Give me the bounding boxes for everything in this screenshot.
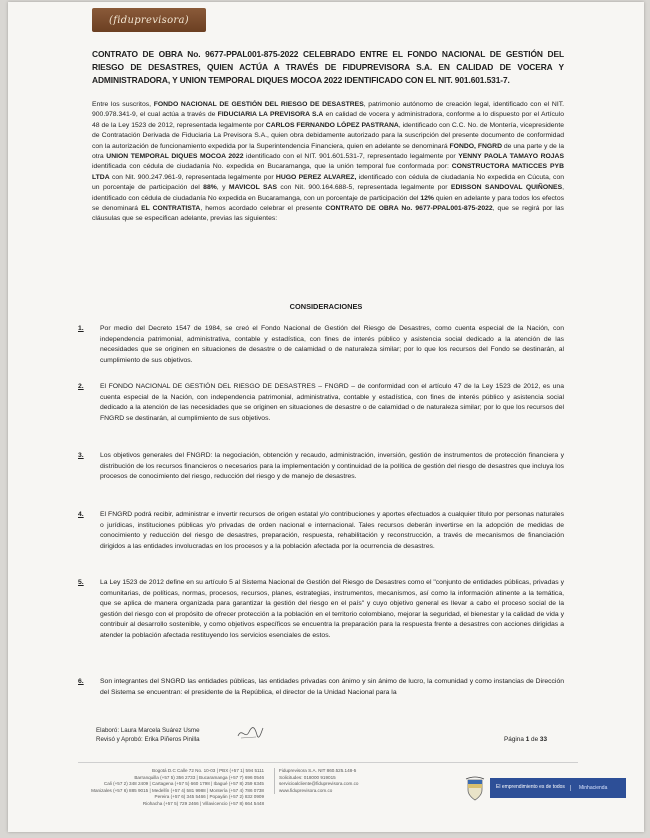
- footer-contact: [274, 768, 444, 794]
- intro-text: con Nit. 900.247.961-9, representada legalmente por: [109, 173, 276, 181]
- logo-text: (fiduprevisora): [109, 14, 189, 26]
- party-name: FONDO, FNGRD: [449, 142, 502, 150]
- intro-paragraph: [92, 100, 564, 225]
- intro-text: , que se regirá por las cláusulas que se especifican adelante, previas las siguientes:: [92, 205, 564, 223]
- intro-text: de una parte y de la otra: [92, 142, 564, 161]
- participation-percent: 12%: [420, 194, 434, 202]
- page-total: 33: [539, 736, 548, 743]
- page-prefix: Página: [504, 736, 526, 743]
- consideration-item: [78, 510, 564, 552]
- intro-text: , identificado con cédula de ciudadanía No expedida en Bucaramanga, con un porcentaje de participación del: [92, 184, 564, 202]
- office-line: Cali (+57 2) 348 2409 | Cartagena (+57 5) 660 1798 | Ibagué (+57 8) 259 6345: [103, 781, 264, 787]
- intro-text: , identificado con C.C. No. de Montería, vicepresidente de Contratación Derivada de Fiduciaria La Previsora S.A., quien obra debidamente autorizado para la suscripción del presente documento de conformidad con la autorización de funcionamiento expedida por la Superintendencia Financiera, quien en adelante se denominará: [92, 121, 564, 150]
- intro-text: , patrimonio autónomo de creación legal, identificado con el NIT. 900.978.341-9, el cual actúa a través de: [92, 101, 564, 119]
- item-text: La Ley 1523 de 2012 define en su artículo 5 al Sistema Nacional de Gestión del Riesgo de Desastres como el "conjunto de entidades públicas, privadas y comunitarias, de políticas, normas, procesos, recursos, planes, estrategias, instrumentos, mecanismos, así como la información atinente a la temática, que se aplica de manera organizada para garantizar la gestión del riesgo en el país" y cuyo objetivo general es llevar a cabo el proceso social de la gestión del riesgo con el propósito de ofrecer protección a la población en el territorio colombiano, mejorar la seguridad, el bienestar y la calidad de vida y contribuir al desarrollo sostenible, y como objetivos específicos se encuentra la preparación para la respuesta frente a desastres con acciones dirigidas a atender la población afectada restituyendo los servicios esenciales de estos.: [100, 579, 564, 639]
- contract-title: CONTRATO DE OBRA No. 9677-PPAL001-875-2022 CELEBRADO ENTRE EL FONDO NACIONAL DE GESTIÓN DEL RIESGO DE DESASTRES, QUIEN ACTÚA A TRAVÉS DE FIDUPREVISORA S.A. EN CALIDAD DE VOCERA Y ADMINISTRADORA, Y UNION TEMPORAL DIQUES MOCOA 2022 IDENTIFICADO CON EL NIT. 901.601.531-7.: [92, 49, 564, 85]
- intro-text: , hemos acordado celebrar el presente: [200, 205, 326, 213]
- fiduprevisora-logo: [92, 8, 206, 32]
- consideration-item: [78, 578, 564, 642]
- item-number: 4.: [78, 511, 84, 518]
- signature-mark: [236, 724, 264, 742]
- item-text: El FNGRD podrá recibir, administrar e invertir recursos de origen estatal y/o contribuciones y aportes efectuados a cualquier título por personas naturales o jurídicas, instituciones públicas y/o privadas de orden nacional e internacional. Tales recursos deberán invertirse en la adopción de medidas de conocimiento y reducción del riesgo de desastres, preparación, respuesta, rehabilitación y reconstrucción, a través de mecanismos de financiación dirigidos a las entidades involucradas en los procesos y a la población afectada por la ocurrencia de desastres.: [100, 511, 564, 550]
- consideration-item: [78, 382, 564, 424]
- banner-ministry: Minhacienda: [579, 785, 608, 791]
- party-name: CARLOS FERNANDO LÓPEZ PASTRANA: [265, 121, 399, 129]
- party-name: UNION TEMPORAL DIQUES MOCOA 2022: [106, 153, 244, 161]
- consideration-item: [78, 451, 564, 483]
- intro-text: identificado con el NIT. 901.601.531-7, representado legalmente por: [243, 153, 459, 161]
- item-number: 1.: [78, 325, 84, 332]
- signoff-block: [96, 726, 200, 744]
- ministry-banner: [490, 778, 626, 798]
- party-name: CONSTRUCTORA MATICCES PYB LTDA: [92, 163, 564, 181]
- party-name: YENNY PAOLA TAMAYO ROJAS: [458, 153, 565, 161]
- office-line: Pereira (+57 6) 345 5466 | Popayán (+57 2) 832 0909: [154, 794, 264, 800]
- intro-text: , y: [216, 184, 229, 192]
- contact-line: servicioalcliente@fiduprevisora.com.co: [279, 781, 359, 787]
- party-name: HUGO PEREZ ALVAREZ,: [275, 173, 357, 181]
- intro-text: quien en adelante y para todos los efectos se denominará: [92, 194, 564, 213]
- item-number: 5.: [78, 579, 84, 586]
- consideration-item: [78, 677, 564, 698]
- intro-text: identificada con cédula de ciudadanía No. expedida en Bucaramanga, que la unión temporal fue conformada por:: [92, 163, 452, 171]
- office-line: Barranquilla (+57 5) 356 2733 | Bucaramanga (+57 7) 696 0546: [134, 774, 264, 780]
- item-number: 2.: [78, 383, 84, 390]
- footer-divider: [78, 762, 578, 763]
- contact-line: www.fiduprevisora.com.co: [279, 787, 333, 793]
- prepared-by: Elaboró: Laura Marcela Suárez Usme: [96, 727, 200, 734]
- office-line: Bogotá D.C Calle 72 No. 10-03 | PBX (+57 1) 594 5111: [152, 768, 264, 773]
- item-text: El FONDO NACIONAL DE GESTIÓN DEL RIESGO DE DESASTRES – FNGRD – de conformidad con el artículo 47 de la Ley 1523 de 2012, es una cuenta especial de la Nación, con independencia patrimonial, administrativa, contable y estadística, con fines de interés público y asistencia social dedicado a la atención de las necesidades que se originen en situaciones de desastre o de calamidad o de naturaleza similar; por lo que los recursos del FNGRD se destinarán, al cumplimiento de sus objetivos.: [100, 383, 564, 422]
- consideration-item: [78, 324, 564, 366]
- item-text: Los objetivos generales del FNGRD: la negociación, obtención y recaudo, administración, inversión, gestión de instrumentos de protección financiera y distribución de los recursos financieros o necesarios para la implementación y continuidad de la política de gestión del riesgo de desastres que incluya los procesos de conocimiento del riesgo, reducción del riesgo y de manejo de desastres.: [100, 452, 564, 481]
- party-name: FIDUCIARIA LA PREVISORA S.A: [217, 111, 324, 119]
- office-line: Riohacha (+57 5) 729 2466 | Villavicencio (+57 8) 664 5448: [142, 800, 264, 806]
- intro-text: en calidad de vocera y administradora, conforme a lo dispuesto por el Artículo 48 de la Ley 1523 de 2012, representada legalmente por: [92, 111, 564, 129]
- colombia-crest-icon: [464, 776, 486, 802]
- intro-text: identificado con cédula de ciudadanía No expedida en Cúcuta, con un porcentaje de participación del: [92, 173, 565, 192]
- item-number: 3.: [78, 452, 84, 459]
- page-current: 1: [525, 736, 530, 743]
- party-name: EL CONTRATISTA: [141, 205, 201, 213]
- page-of: de: [529, 736, 540, 743]
- party-name: EDISSON SANDOVAL QUIÑONES: [450, 184, 563, 192]
- item-text: Son integrantes del SNGRD las entidades públicas, las entidades privadas con ánimo y sin ánimo de lucro, la comunidad y como instancias de Dirección del Sistema se encuentran: el presidente de la República, el director de la Unidad Nacional para la: [100, 678, 564, 696]
- contract-number: CONTRATO DE OBRA No. 9677-PPAL001-875-2022: [325, 205, 493, 213]
- footer-offices: [28, 768, 264, 808]
- contact-line: Solicitudes: 018000 919015: [279, 774, 336, 780]
- intro-text: con Nit. 900.164.688-5, representada legalmente por: [277, 184, 451, 192]
- document-page: [8, 2, 644, 832]
- party-name: FONDO NACIONAL DE GESTIÓN DEL RIESGO DE DESASTRES: [153, 101, 364, 108]
- item-number: 6.: [78, 678, 84, 685]
- party-name: MAVICOL SAS: [228, 184, 278, 192]
- item-text: Por medio del Decreto 1547 de 1984, se creó el Fondo Nacional de Gestión del Riesgo de Desastres, como cuenta especial de la Nación, con independencia patrimonial, administrativa, contable y estadística, con fines de interés público y asistencia social dedicado a la atención de las necesidades que se originen en situaciones de desastre o de calamidad o de naturaleza similar; por lo que los recursos del Fondo se destinarán, al cumplimiento de sus objetivos.: [100, 325, 564, 364]
- office-line: Manizales (+57 6) 885 9015 | Medellín (+57 4) 581 9988 | Montería (+57 4) 786 0738: [91, 787, 264, 793]
- intro-text: Entre los suscritos,: [92, 101, 154, 108]
- banner-slogan: El emprendimiento es de todos: [490, 785, 571, 791]
- reviewed-by: Revisó y Aprobó: Erika Piñeros Pinilla: [96, 736, 200, 743]
- participation-percent: 88%: [203, 184, 217, 192]
- page-number: [504, 736, 547, 743]
- section-title: CONSIDERACIONES: [289, 302, 363, 311]
- contact-line: Fiduprevisora S.A. NIT 860.525.148-5: [279, 768, 357, 773]
